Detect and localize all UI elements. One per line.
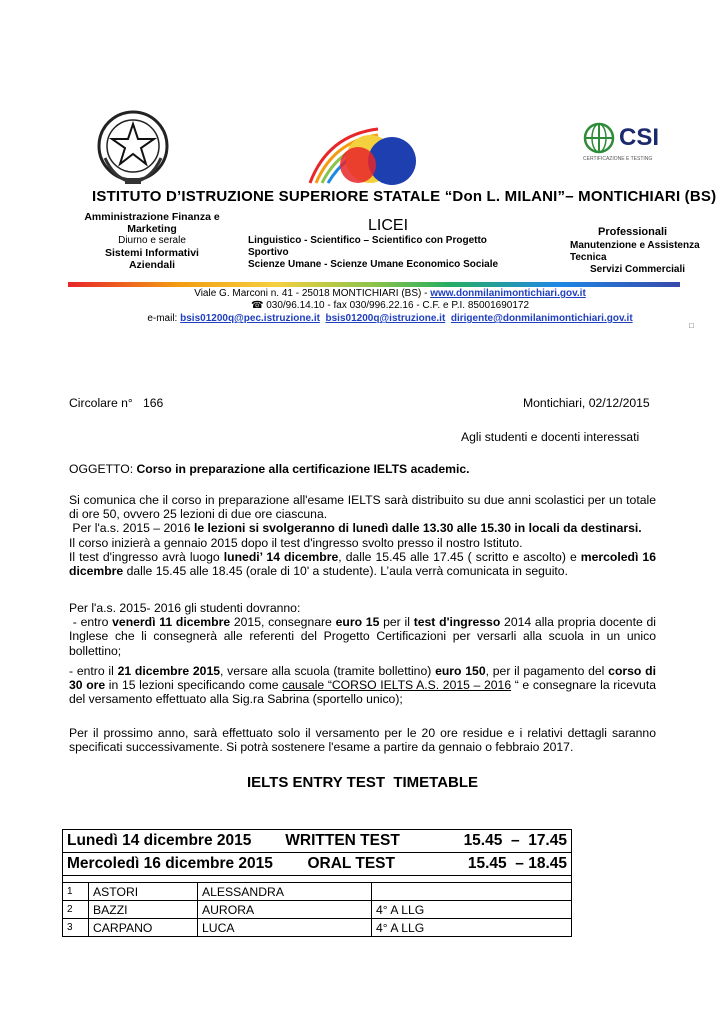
professionali-line-2: Servizi Commerciali xyxy=(590,264,686,275)
deadline-2-a: - entro il xyxy=(69,664,118,678)
test-time: 15.45 – 17.45 xyxy=(463,832,567,849)
deadline-2-amount: euro 150 xyxy=(435,664,486,678)
subject-line xyxy=(69,462,470,476)
student-class: 4° A LLG xyxy=(372,901,572,919)
entry-test-day-2: mercoledì 16 dicembre xyxy=(69,549,656,579)
entry-test-time-1: , dalle 15.45 alle 17.45 ( scritto e ascolto) e xyxy=(338,549,581,564)
student-surname: ASTORI xyxy=(89,883,198,901)
deadline-1-date: venerdì 11 dicembre xyxy=(112,615,231,630)
deadline-1-purpose: test d'ingresso xyxy=(413,615,501,630)
phone-line: ☎ 030/96.14.10 - fax 030/996.22.16 - C.F. e P.I. 85001690172 xyxy=(250,300,530,311)
deadline-1-g: 2014 alla propria docente di Inglese che li consegnerà alle referenti del Progetto Certificazioni per versarli alla scuola in un unico bollettino; xyxy=(69,615,656,658)
test-day: Lunedì 14 dicembre 2015 xyxy=(67,832,252,849)
deadline-2-i: “ e consegnare la ricevuta del versamento effettuato alla Sig.ra Sabrina (sportello unico); xyxy=(69,678,656,707)
csi-logo xyxy=(583,122,673,166)
deadline-1-e: per il xyxy=(379,615,414,630)
table-row xyxy=(63,919,572,937)
professionali-line-1: Manutenzione e Assistenza Tecnica xyxy=(570,240,700,263)
timetable-title: IELTS ENTRY TEST TIMETABLE xyxy=(246,774,479,791)
student-class xyxy=(372,883,572,901)
entry-test-day-1: lunedi’ 14 dicembre xyxy=(223,549,339,564)
lessons-year: Per l'a.s. 2015 – 2016 xyxy=(69,521,194,536)
paragraph-next-year: Per il prossimo anno, sarà effettuato solo il versamento per le 20 ore residue e i relativi dettagli saranno specificati successivamente. Si potrà sostenere l'esame a partire da gennaio o febbraio 2017. xyxy=(69,726,656,755)
address-line xyxy=(140,288,640,299)
table-row xyxy=(63,901,572,919)
timetable-row xyxy=(63,830,572,853)
test-type: WRITTEN TEST xyxy=(285,832,400,849)
student-number: 1 xyxy=(63,883,89,901)
student-class: 4° A LLG xyxy=(372,919,572,937)
republic-seal-logo xyxy=(95,108,171,186)
paragraph-students-must xyxy=(69,601,656,658)
timetable-cell xyxy=(63,853,572,876)
csi-globe-icon xyxy=(583,122,615,154)
student-surname: CARPANO xyxy=(89,919,198,937)
paragraph-deadline-2 xyxy=(69,664,656,707)
recipients: Agli studenti e docenti interessati xyxy=(461,430,640,444)
csi-logo-subtitle: CERTIFICAZIONE E TESTING xyxy=(583,156,653,162)
document-date: Montichiari, 02/12/2015 xyxy=(523,396,650,410)
school-name: ISTITUTO D’ISTRUZIONE SUPERIORE STATALE “Don L. MILANI”– MONTICHIARI (BS) xyxy=(92,188,717,205)
email-pec-link[interactable]: bsis01200q@pec.istruzione.it xyxy=(180,313,320,324)
deadline-2-course: corso di 30 ore xyxy=(69,664,656,693)
course-sia-2: Aziendali xyxy=(128,259,176,271)
student-name: LUCA xyxy=(198,919,372,937)
students-must-intro: Per l'a.s. 2015- 2016 gli studenti dovranno: xyxy=(69,601,301,615)
entry-test-time-2: dalle 15.45 alle 18.45 (orale di 10' a studente). L’aula verrà comunicata in seguito. xyxy=(123,564,568,579)
course-sia-1: Sistemi Informativi xyxy=(105,247,199,259)
paragraph-entry-test xyxy=(69,550,656,578)
csi-logo-text: CSI xyxy=(619,124,660,151)
licei-line-1: Linguistico - Scientifico – Scientifico con Progetto Sportivo xyxy=(248,235,487,258)
deadline-2-causale: causale “CORSO IELTS A.S. 2015 – 2016 xyxy=(282,678,512,693)
timetable-table xyxy=(62,829,572,937)
timetable-cell xyxy=(63,830,572,853)
deadline-1-c: 2015, consegnare xyxy=(230,615,336,630)
table-row xyxy=(63,883,572,901)
email-line xyxy=(140,313,640,324)
subject-text: Corso in preparazione alla certificazione IELTS academic. xyxy=(136,462,470,476)
email-istruzione-link[interactable]: bsis01200q@istruzione.it xyxy=(325,313,446,324)
deadline-1 xyxy=(69,615,656,658)
address-text: Viale G. Marconi n. 41 - 25018 MONTICHIARI (BS) - xyxy=(194,288,431,299)
email-dirigente-link[interactable]: dirigente@donmilanimontichiari.gov.it xyxy=(450,313,633,324)
licei-title: LICEI xyxy=(368,217,409,234)
email-label: e-mail: xyxy=(147,313,181,324)
student-number: 3 xyxy=(63,919,89,937)
subject-label: OGGETTO: xyxy=(69,462,137,476)
website-link[interactable]: www.donmilanimontichiari.gov.it xyxy=(430,288,586,299)
test-type: ORAL TEST xyxy=(307,855,395,872)
header-divider xyxy=(68,282,680,287)
table-spacer xyxy=(63,876,572,883)
student-number: 2 xyxy=(63,901,89,919)
licei-column xyxy=(248,217,528,271)
deadline-1-a: - entro xyxy=(69,615,113,630)
small-square-mark: □ xyxy=(689,321,694,330)
paragraph-course-info xyxy=(69,493,656,578)
professionali-title: Professionali xyxy=(598,226,668,238)
entry-test-intro: Il test d'ingresso avrà luogo xyxy=(69,549,224,564)
school-logo xyxy=(308,125,418,187)
deadline-2-date: 21 dicembre 2015 xyxy=(117,664,221,678)
course-afm-2: Marketing xyxy=(127,223,177,235)
deadline-1-amount: euro 15 xyxy=(335,615,380,630)
licei-line-2: Scienze Umane - Scienze Umane Economico Sociale xyxy=(248,259,499,270)
lessons-schedule: le lezioni si svolgeranno di lunedì dalle 13.30 alle 15.30 in locali da destinarsi. xyxy=(193,521,642,536)
test-time: 15.45 – 18.45 xyxy=(467,855,567,872)
course-afm-3: Diurno e serale xyxy=(118,235,186,246)
course-afm-1: Amministrazione Finanza e xyxy=(84,211,220,223)
paragraph-start: Il corso inizierà a gennaio 2015 dopo il test d'ingresso svolto presso il nostro Istituto. xyxy=(69,535,523,550)
paragraph-lessons xyxy=(69,521,656,535)
paragraph-course-total: Si comunica che il corso in preparazione all'esame IELTS sarà distribuito su due anni scolastici per un totale di ore 50, ovvero 25 lezioni di due ore ciascuna. xyxy=(69,493,656,522)
professionali-column xyxy=(570,226,720,276)
timetable-row xyxy=(63,853,572,876)
deadline-2-c: , versare alla scuola (tramite bollettino) xyxy=(220,664,436,678)
test-day: Mercoledì 16 dicembre 2015 xyxy=(67,855,273,872)
student-surname: BAZZI xyxy=(89,901,198,919)
circolare-number: Circolare n° 166 xyxy=(69,396,164,410)
deadline-2-g: in 15 lezioni specificando come xyxy=(105,678,283,693)
student-name: ALESSANDRA xyxy=(198,883,372,901)
left-courses-column xyxy=(82,211,222,271)
deadline-2-e: , per il pagamento del xyxy=(485,664,609,678)
student-name: AURORA xyxy=(198,901,372,919)
